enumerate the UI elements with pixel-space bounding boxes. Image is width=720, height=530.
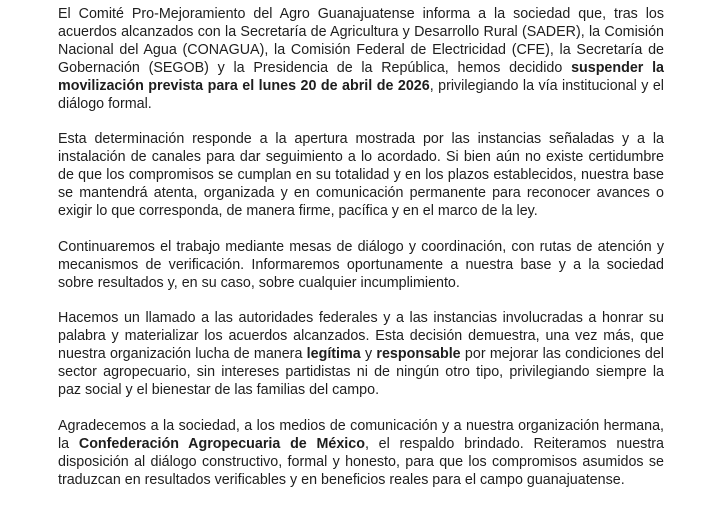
paragraph-announcement — [58, 6, 664, 113]
text-segment: y — [360, 346, 377, 363]
bold-text-segment: Confederación Agropecuaria de México — [78, 435, 365, 452]
bold-text-segment: legítima — [306, 346, 361, 363]
text-segment: Hacemos un llamado a las autoridades federales y a las instancias involucradas a honrar su palabra y materializar los acuerdos alcanzados. Esta decisión demuestra, una vez más, que nuestra organización lucha de manera — [58, 310, 664, 363]
document-body — [58, 6, 664, 489]
text-segment: El Comité Pro-Mejoramiento del Agro Guanajuatense informa a la sociedad que, tras los acuerdos alcanzados con la Secretaría de Agricultura y Desarrollo Rural (SADER), la Comisión Nacional del Agua (CONAGUA), la Comisión Federal de Electricidad (CFE), la Secretaría de Gobernación (SEGOB) y la Presidencia de la República, hemos decidido — [58, 6, 664, 76]
text-segment: Agradecemos a la sociedad, a los medios de comunicación y a nuestra organización hermana, la — [58, 417, 664, 452]
bold-text-segment: suspender la movilización prevista para el lunes 20 de abril de 2026 — [58, 59, 664, 94]
text-segment: Esta determinación responde a la apertura mostrada por las instancias señaladas y a la instalación de canales para dar seguimiento a lo acordado. Si bien aún no existe certidumbre de que los compromisos se cumplan en su totalidad y en los plazos establecidos, nuestra base se mantendrá atenta, organizada y en comunicación permanente para reconocer avances o exigir lo que corresponda, de manera firme, pacífica y en el marco de la ley. — [58, 131, 664, 219]
paragraph-dialogue — [58, 239, 664, 293]
text-segment: , privilegiando la vía institucional y el diálogo formal. — [58, 77, 664, 112]
text-segment: Continuaremos el trabajo mediante mesas de diálogo y coordinación, con rutas de atención y mecanismos de verificación. Informaremos oportunamente a nuestra base y a la sociedad sobre resultados y, en su caso, sobre cualquier incumplimiento. — [58, 238, 664, 291]
paragraph-gratitude — [58, 418, 664, 490]
text-segment: por mejorar las condiciones del sector agropecuario, sin intereses partidistas ni de ningún otro tipo, privilegiando siempre la paz social y el bienestar de las familias del campo. — [58, 346, 664, 398]
paragraph-call-to-authorities — [58, 310, 664, 400]
text-segment: , el respaldo brindado. Reiteramos nuestra disposición al diálogo constructivo, formal y honesto, para que los compromisos asumidos se traduzcan en resultados verificables y en beneficios reales para el campo guanajuatense. — [58, 435, 664, 488]
paragraph-determination — [58, 131, 664, 221]
bold-text-segment: responsable — [376, 346, 461, 363]
